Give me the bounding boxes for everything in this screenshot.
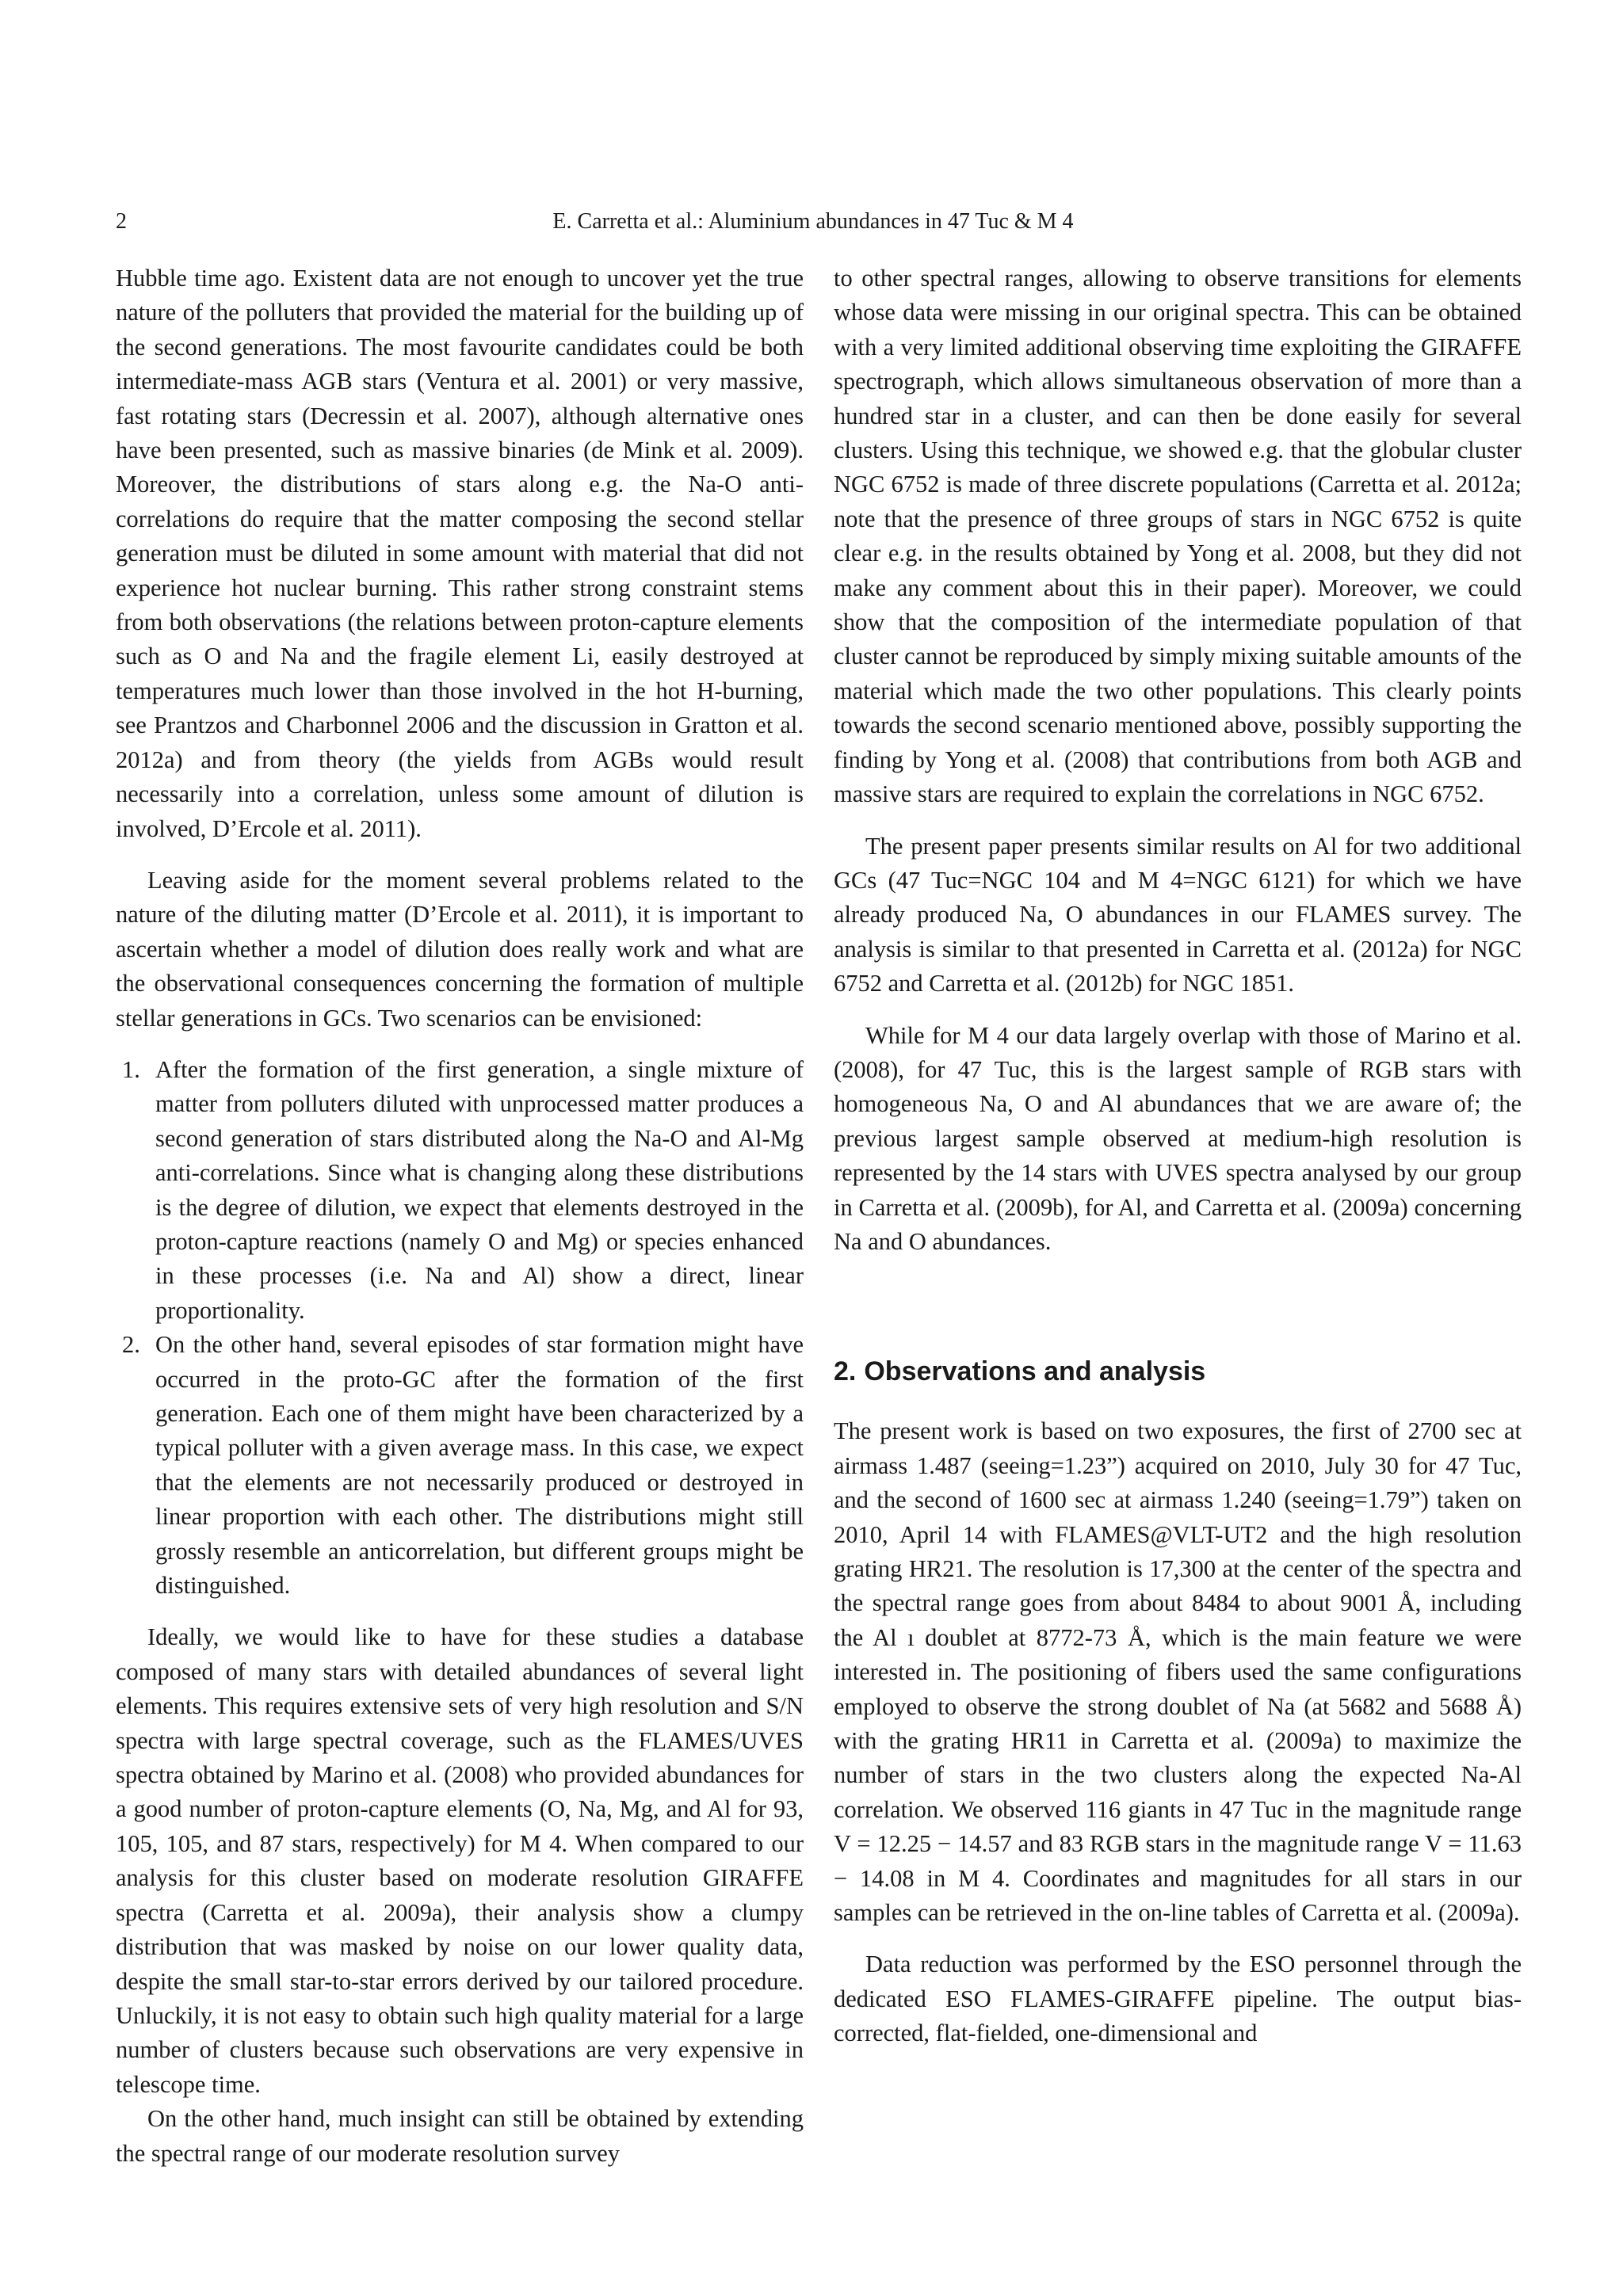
paragraph: While for M 4 our data largely overlap with those of Marino et al. (2008), for 47 Tuc, this is the largest sample of RGB stars with homogeneous Na, O and Al abundances that we are aware of; the previous largest sample observed at medium-high resolution is represented by the 14 stars with UVES spectra analysed by our group in Carretta et al. (2009b), for Al, and Carretta et al. (2009a) concerning Na and O abundances. (834, 1021, 1522, 1255)
left-column (116, 261, 804, 2171)
section-number: 2. (834, 1356, 857, 1387)
list-item-number: 2. (122, 1331, 140, 1359)
list-item-text: On the other hand, several episodes of star formation might have occurred in the proto-GC after the formation of the first generation. Each one of them might have been characterized by a typical polluter with a given average mass. In this case, we expect that the elements are not necessarily produced or destroyed in linear proportion with each other. The distributions might still grossly resemble an anticorrelation, but different groups might be distinguished. (155, 1331, 804, 1600)
paragraph: Hubble time ago. Existent data are not enough to uncover yet the true nature of the polluters that provided the material for the building up of the second generations. The most favourite candidates could be both intermediate-mass AGB stars (Ventura et al. 2001) or very massive, fast rotating stars (Decressin et al. 2007), although alternative ones have been presented, such as massive binaries (de Mink et al. 2009). Moreover, the distributions of stars along e.g. the Na-O anti-correlations do require that the matter composing the second stellar generation must be diluted in some amount with material that did not experience hot nuclear burning. This rather strong constraint stems from both observations (the relations between proton-capture elements such as O and Na and the fragile element Li, easily destroyed at temperatures much lower than those involved in the hot H-burning, see Prantzos and Charbonnel 2006 and the discussion in Gratton et al. 2012a) and from theory (the yields from AGBs would result necessarily into a correlation, unless some amount of dilution is involved, D’Ercole et al. 2011). (116, 265, 804, 842)
section-heading (834, 1352, 1522, 1390)
section-title: Observations and analysis (864, 1356, 1206, 1387)
paragraph: Data reduction was performed by the ESO personnel through the dedicated ESO FLAMES-GIRAFFE pipeline. The output bias-corrected, flat-fielded, one-dimensional and (834, 1951, 1522, 2047)
right-column (834, 261, 1522, 2051)
list-item (116, 1328, 804, 1603)
paragraph: Leaving aside for the moment several problems related to the nature of the diluting matter (D’Ercole et al. 2011), it is important to ascertain whether a model of dilution does really work and what are the observational consequences concerning the formation of multiple stellar generations in GCs. Two scenarios can be envisioned: (116, 866, 804, 1032)
paragraph: On the other hand, much insight can still be obtained by extending the spectral range of our moderate resolution survey (116, 2105, 804, 2167)
list-item-number: 1. (122, 1055, 140, 1083)
list-item-text: After the formation of the first generation, a single mixture of matter from polluters diluted with unprocessed matter produces a second generation of stars distributed along the Na-O and Al-Mg anti-correlations. Since what is changing along these distributions is the degree of dilution, we expect that elements destroyed in the proton-capture reactions (namely O and Mg) or species enhanced in these processes (i.e. Na and Al) show a direct, linear proportionality. (155, 1055, 804, 1324)
page-number: 2 (116, 209, 127, 234)
paragraph: The present paper presents similar results on Al for two additional GCs (47 Tuc=NGC 104 and M 4=NGC 6121) for which we have already produced Na, O abundances in our FLAMES survey. The analysis is similar to that presented in Carretta et al. (2012a) for NGC 6752 and Carretta et al. (2012b) for NGC 1851. (834, 832, 1522, 997)
paragraph: to other spectral ranges, allowing to observe transitions for elements whose data were missing in our original spectra. This can be obtained with a very limited additional observing time exploiting the GIRAFFE spectrograph, which allows simultaneous observation of more than a hundred star in a cluster, and can then be done easily for several clusters. Using this technique, we showed e.g. that the globular cluster NGC 6752 is made of three discrete populations (Carretta et al. 2012a; note that the presence of three groups of stars in NGC 6752 is quite clear e.g. in the results obtained by Yong et al. 2008, but they did not make any comment about this in their paper). Moreover, we could show that the composition of the intermediate population of that cluster cannot be reproduced by simply mixing suitable amounts of the material which made the two other populations. This clearly points towards the second scenario mentioned above, possibly supporting the finding by Yong et al. (2008) that contributions from both AGB and massive stars are required to explain the correlations in NGC 6752. (834, 265, 1522, 808)
list-item (116, 1053, 804, 1328)
paragraph: Ideally, we would like to have for these studies a database composed of many stars with detailed abundances of several light elements. This requires extensive sets of very high resolution and S/N spectra with large spectral coverage, such as the FLAMES/UVES spectra obtained by Marino et al. (2008) who provided abundances for a good number of proton-capture elements (O, Na, Mg, and Al for 93, 105, 105, and 87 stars, respectively) for M 4. When compared to our analysis for this cluster based on moderate resolution GIRAFFE spectra (Carretta et al. 2009a), their analysis show a clumpy distribution that was masked by noise on our lower quality data, despite the small star-to-star errors derived by our tailored procedure. Unluckily, it is not easy to obtain such high quality material for a large number of clusters because such observations are very expensive in telescope time. (116, 1623, 804, 2098)
running-title: E. Carretta et al.: Aluminium abundances in 47 Tuc & M 4 (552, 209, 1074, 234)
paragraph: The present work is based on two exposures, the first of 2700 sec at airmass 1.487 (seeing=1.23”) acquired on 2010, July 30 for 47 Tuc, and the second of 1600 sec at airmass 1.240 (seeing=1.79”) taken on 2010, April 14 with FLAMES@VLT-UT2 and the high resolution grating HR21. The resolution is 17,300 at the center of the spectra and the spectral range goes from about 8484 to about 9001 Å, including the Al ı doublet at 8772-73 Å, which is the main feature we were interested in. The positioning of fibers used the same configurations employed to observe the strong doublet of Na (at 5682 and 5688 Å) with the grating HR11 in Carretta et al. (2009a) to maximize the number of stars in the two clusters along the expected Na-Al correlation. We observed 116 giants in 47 Tuc in the magnitude range V = 12.25 − 14.57 and 83 RGB stars in the magnitude range V = 11.63 − 14.08 in M 4. Coordinates and magnitudes for all stars in our samples can be retrieved in the on-line tables of Carretta et al. (2009a). (834, 1417, 1522, 1927)
scenario-list (116, 1053, 804, 1604)
